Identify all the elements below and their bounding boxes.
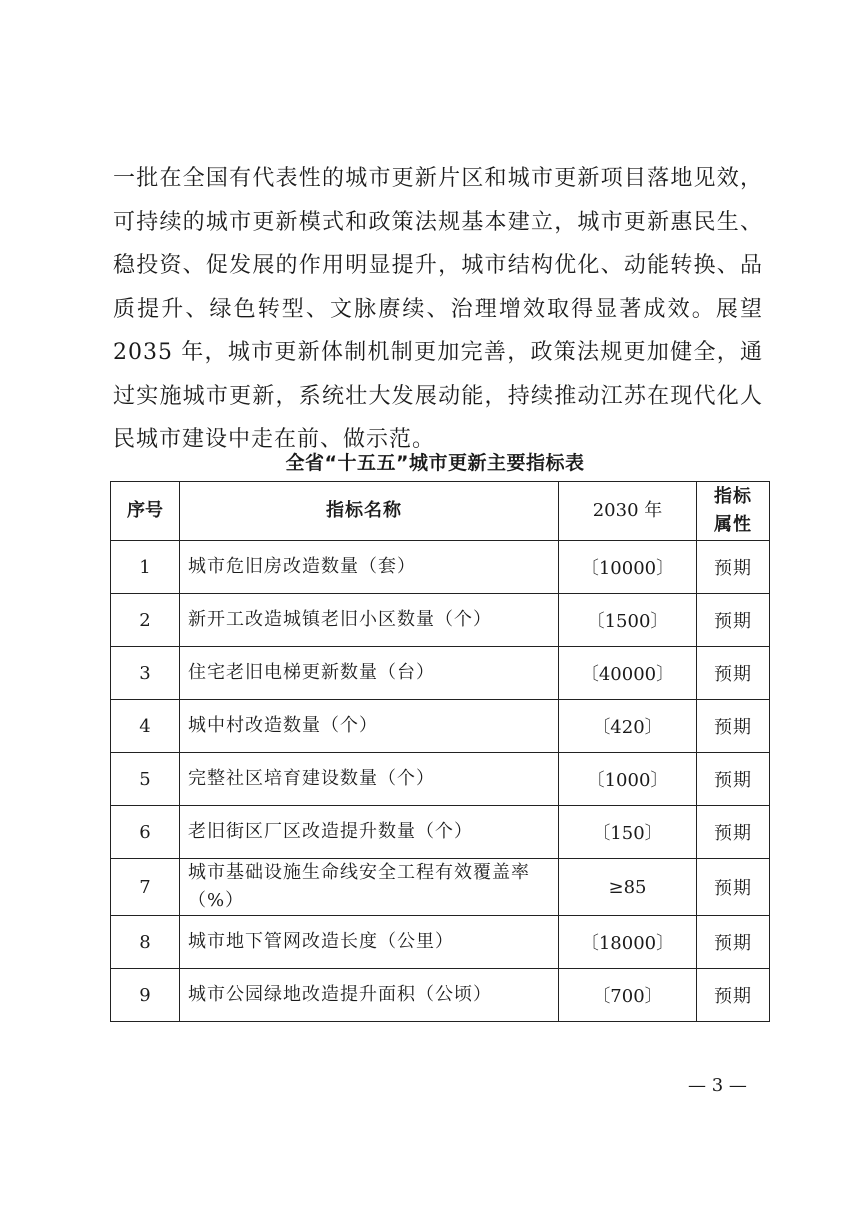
row-attr: 预期 (697, 594, 770, 647)
table-row (111, 647, 770, 700)
row-attr: 预期 (697, 753, 770, 806)
table-row (111, 594, 770, 647)
table-row (111, 806, 770, 859)
table-row (111, 859, 770, 916)
row-seq: 4 (111, 700, 180, 753)
row-target: 〔1500〕 (559, 594, 697, 647)
row-name: 住宅老旧电梯更新数量（台） (180, 647, 559, 700)
body-paragraph: 一批在全国有代表性的城市更新片区和城市更新项目落地见效，可持续的城市更新模式和政策法规基本建立，城市更新惠民生、稳投资、促发展的作用明显提升，城市结构优化、动能转换、品质提升、绿色转型、文脉赓续、治理增效取得显著成效。展望2035 年，城市更新体制机制更加完善，政策法规更加健全，通过实施城市更新，系统壮大发展动能，持续推动江苏在现代化人民城市建设中走在前、做示范。 (113, 166, 763, 452)
table-row (111, 969, 770, 1022)
row-name: 城市基础设施生命线安全工程有效覆盖率（%） (180, 859, 559, 916)
row-target: 〔10000〕 (559, 541, 697, 594)
row-target: 〔1000〕 (559, 753, 697, 806)
row-seq: 6 (111, 806, 180, 859)
table-row (111, 753, 770, 806)
row-seq: 8 (111, 916, 180, 969)
header-attr-line1: 指标 (714, 486, 752, 507)
row-name: 城市危旧房改造数量（套） (180, 541, 559, 594)
row-target: 〔420〕 (559, 700, 697, 753)
row-target: 〔40000〕 (559, 647, 697, 700)
row-name: 老旧街区厂区改造提升数量（个） (180, 806, 559, 859)
row-seq: 1 (111, 541, 180, 594)
row-name: 新开工改造城镇老旧小区数量（个） (180, 594, 559, 647)
row-target: 〔150〕 (559, 806, 697, 859)
row-name: 城中村改造数量（个） (180, 700, 559, 753)
row-attr: 预期 (697, 700, 770, 753)
table-row (111, 916, 770, 969)
row-name: 完整社区培育建设数量（个） (180, 753, 559, 806)
row-target: ≥85 (559, 859, 697, 916)
row-name: 城市公园绿地改造提升面积（公顷） (180, 969, 559, 1022)
row-seq: 5 (111, 753, 180, 806)
row-name: 城市地下管网改造长度（公里） (180, 916, 559, 969)
row-seq: 9 (111, 969, 180, 1022)
table-row (111, 700, 770, 753)
header-name: 指标名称 (180, 482, 559, 541)
header-attr-line2: 属性 (714, 514, 752, 535)
indicators-table (110, 481, 770, 1022)
header-target: 2030 年 (559, 482, 697, 541)
row-target: 〔700〕 (559, 969, 697, 1022)
row-attr: 预期 (697, 969, 770, 1022)
header-seq: 序号 (111, 482, 180, 541)
row-attr: 预期 (697, 647, 770, 700)
header-attr (697, 482, 770, 541)
table-row (111, 541, 770, 594)
page-number: — 3 — (688, 1075, 747, 1096)
row-attr: 预期 (697, 806, 770, 859)
row-attr: 预期 (697, 916, 770, 969)
row-seq: 3 (111, 647, 180, 700)
row-target: 〔18000〕 (559, 916, 697, 969)
row-seq: 2 (111, 594, 180, 647)
row-seq: 7 (111, 859, 180, 916)
row-attr: 预期 (697, 541, 770, 594)
row-attr: 预期 (697, 859, 770, 916)
table-title: 全省“十五五”城市更新主要指标表 (285, 452, 585, 474)
table-header-row (111, 482, 770, 541)
